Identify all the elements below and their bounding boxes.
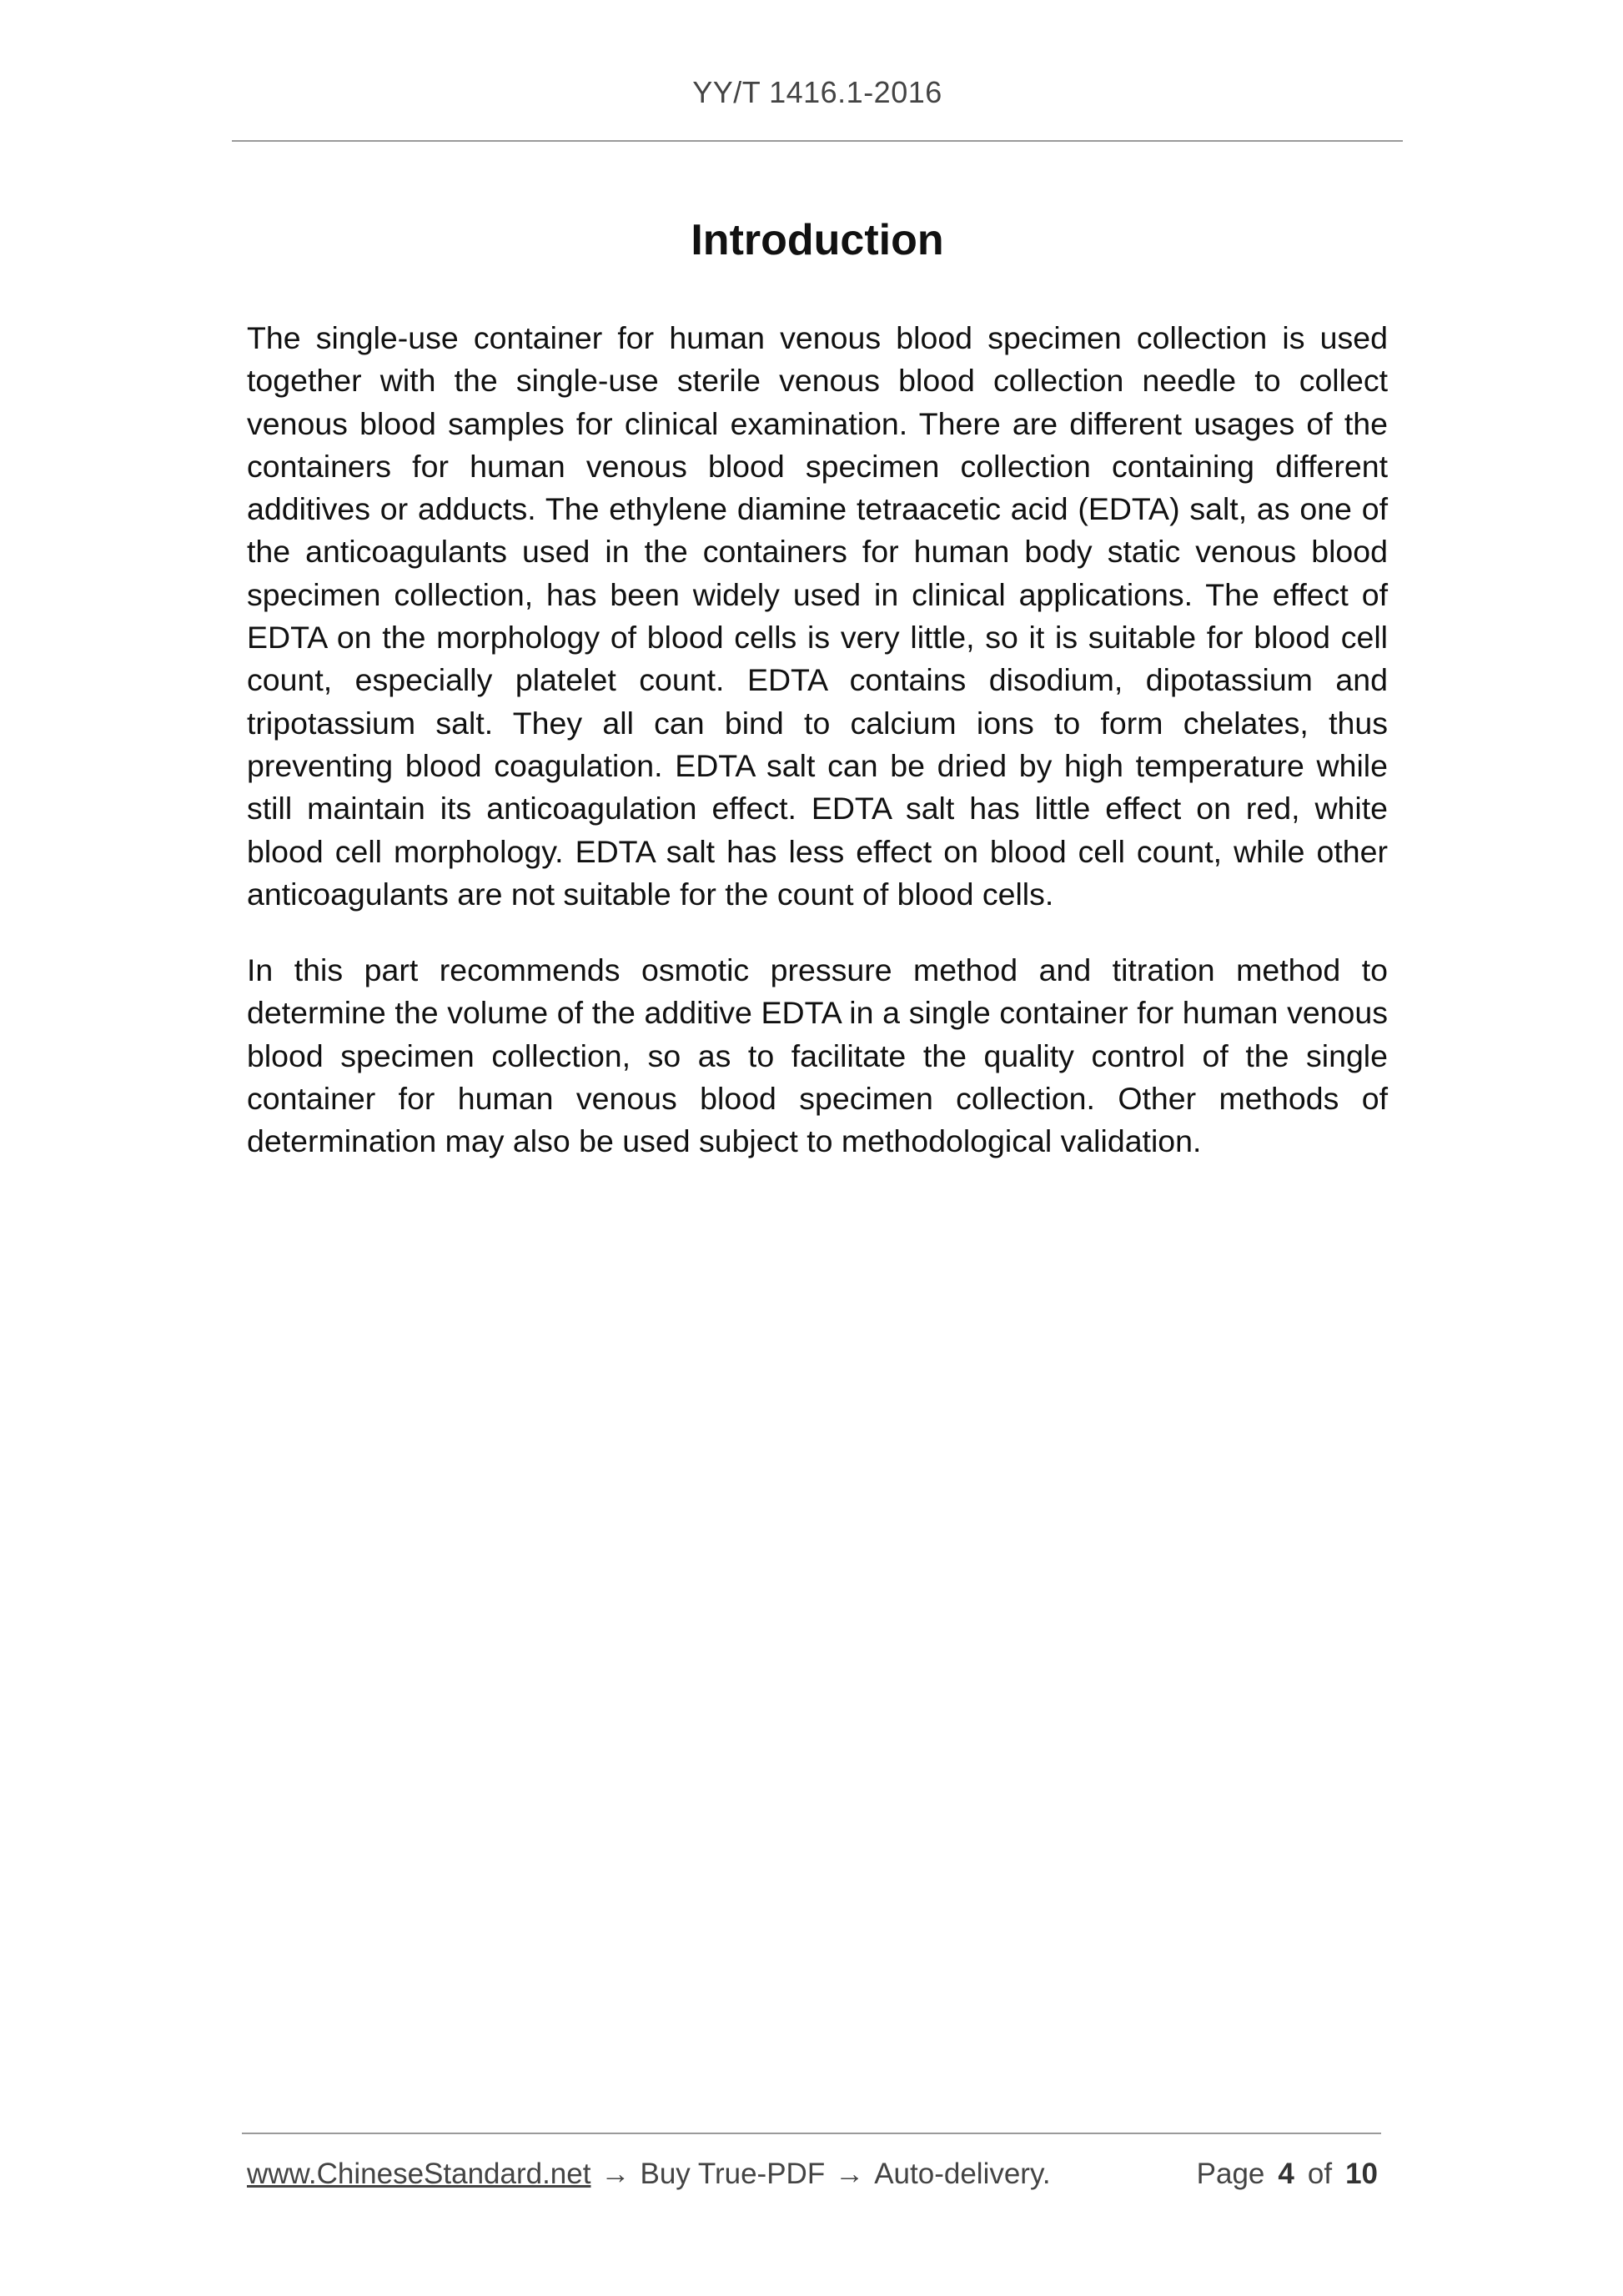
document-id: YY/T 1416.1-2016 bbox=[692, 75, 942, 109]
page-total: 10 bbox=[1345, 2158, 1378, 2190]
delivery-text: Auto-delivery. bbox=[874, 2158, 1051, 2190]
footer-promo bbox=[247, 2158, 1051, 2191]
right-arrow-icon: → bbox=[835, 2158, 865, 2190]
page-number bbox=[1197, 2158, 1378, 2191]
document-header bbox=[232, 75, 1403, 110]
page-current: 4 bbox=[1278, 2158, 1294, 2190]
page-of: of bbox=[1307, 2158, 1333, 2190]
footer-divider bbox=[242, 2133, 1381, 2134]
page-footer bbox=[247, 2153, 1378, 2195]
website-link[interactable]: www.ChineseStandard.net bbox=[247, 2158, 591, 2190]
paragraph-1: The single-use container for human venous blood specimen collection is used together with the single-use sterile venous blood collection needle to collect venous blood samples for clinical examination. There are different usages of the containers for human venous blood specimen collection containing different additives or adducts. The ethylene diamine tetraacetic acid (EDTA) salt, as one of the anticoagulants used in the containers for human body static venous blood specimen collection, has been widely used in clinical applications. The effect of EDTA on the morphology of blood cells is very little, so it is suitable for blood cell count, especially platelet count. EDTA contains disodium, dipotassium and tripotassium salt. They all can bind to calcium ions to form chelates, thus preventing blood coagulation. EDTA salt can be dried by high temperature while still maintain its anticoagulation effect. EDTA salt has little effect on red, white blood cell morphology. EDTA salt has less effect on blood cell count, while other anticoagulants are not suitable for the count of blood cells. bbox=[247, 320, 1388, 912]
document-body bbox=[247, 317, 1388, 1197]
header-divider bbox=[232, 140, 1403, 142]
paragraph-2: In this part recommends osmotic pressure method and titration method to determine the volume of the additive EDTA in a single container for human venous blood specimen collection, so as to facilitate the quality control of the single container for human venous blood specimen collection. Other methods of determination may also be used subject to methodological validation. bbox=[247, 952, 1388, 1159]
page-label: Page bbox=[1196, 2158, 1265, 2190]
page-title: Introduction bbox=[691, 216, 944, 264]
buy-text: Buy True-PDF bbox=[640, 2158, 826, 2190]
right-arrow-icon: → bbox=[600, 2158, 631, 2190]
